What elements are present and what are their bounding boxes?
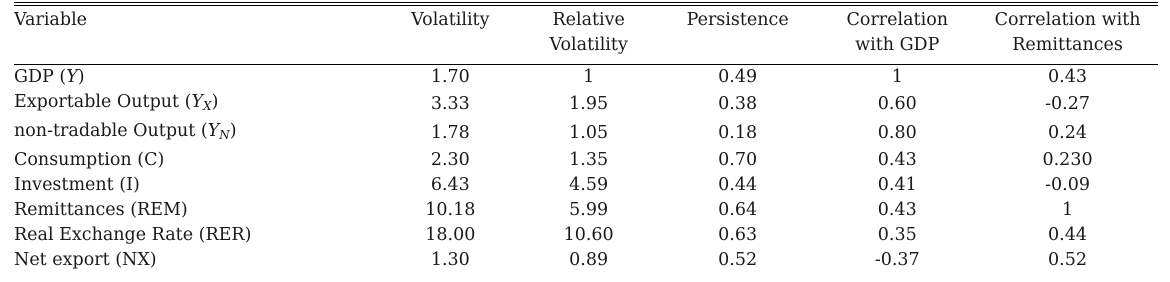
header-relative-volatility [519,6,657,64]
row-label [14,90,381,119]
table-row-remittances [14,198,1158,223]
header-relative-volatility-line1: Relative [552,10,625,30]
cell-correlation-gdp: 0.60 [877,94,917,114]
cell-correlation-remittances: 0.43 [1048,67,1088,87]
cell-volatility: 1.78 [430,123,470,143]
table-row-real-exchange-rate [14,223,1158,248]
header-variable [14,6,381,64]
row-label-text: non-tradable Output ( [14,121,208,141]
header-correlation-remittances-line2: Remittances [1012,35,1123,55]
cell-correlation-gdp: 0.43 [877,150,917,170]
cell-persistence: 0.38 [718,94,758,114]
header-correlation-gdp-line1: Correlation [846,10,948,30]
row-label [14,173,381,198]
row-label-text: GDP ( [14,67,67,87]
row-label-subscript: X [203,99,212,113]
cell-correlation-remittances: -0.09 [1045,175,1090,195]
cell-correlation-remittances: 0.52 [1048,250,1088,270]
row-label-text: Net export (NX) [14,250,157,270]
row-label-symbol: Y [207,121,220,141]
cell-relative-volatility: 1.35 [569,150,609,170]
cell-relative-volatility: 1 [583,67,595,87]
statistics-table-container [14,0,1158,273]
header-correlation-gdp-line2: with GDP [855,35,940,55]
cell-correlation-gdp: 0.80 [877,123,917,143]
cell-volatility: 10.18 [425,200,476,220]
cell-correlation-remittances: -0.27 [1045,94,1090,114]
row-label-close: ) [211,92,219,112]
top-rule [14,2,1158,3]
table-row-investment [14,173,1158,198]
cell-correlation-remittances: 0.44 [1048,225,1088,245]
row-label [14,119,381,148]
cell-relative-volatility: 5.99 [569,200,609,220]
cell-correlation-remittances: 0.24 [1048,123,1088,143]
row-label-text: Remittances (REM) [14,200,188,220]
cell-correlation-gdp: 0.43 [877,200,917,220]
row-label [14,223,381,248]
row-label [14,248,381,273]
header-volatility-line1: Volatility [411,10,490,30]
row-label [14,198,381,223]
cell-volatility: 18.00 [425,225,476,245]
header-correlation-remittances-line1: Correlation with [994,10,1141,30]
cell-relative-volatility: 1.05 [569,123,609,143]
cell-persistence: 0.70 [718,150,758,170]
row-label-close: ) [77,67,85,87]
cell-relative-volatility: 0.89 [569,250,609,270]
header-persistence-line1: Persistence [686,10,789,30]
table-row-net-export [14,248,1158,273]
statistics-table-body [14,65,1158,273]
cell-persistence: 0.64 [718,200,758,220]
cell-relative-volatility: 10.60 [563,225,614,245]
cell-volatility: 3.33 [430,94,470,114]
row-label-text: Exportable Output ( [14,92,192,112]
cell-volatility: 2.30 [430,150,470,170]
row-label-text: Consumption (C) [14,150,165,170]
row-label-symbol: Y [66,67,78,87]
cell-persistence: 0.18 [718,123,758,143]
cell-persistence: 0.52 [718,250,758,270]
row-label-subscript: N [219,128,230,142]
header-row [14,6,1158,64]
cell-correlation-gdp: 1 [891,67,903,87]
row-label-text: Real Exchange Rate (RER) [14,225,252,245]
cell-correlation-remittances: 0.230 [1042,150,1093,170]
row-label-symbol: Y [191,92,204,112]
row-label [14,148,381,173]
header-correlation-gdp [817,6,977,64]
header-volatility [381,6,519,64]
row-label-close: ) [229,121,237,141]
table-row-exportable-output [14,90,1158,119]
header-variable-line1: Variable [14,10,88,30]
table-row-gdp [14,65,1158,90]
row-label [14,65,381,90]
business-cycle-statistics-table [14,6,1158,64]
cell-correlation-gdp: 0.41 [877,175,917,195]
table-row-consumption [14,148,1158,173]
cell-correlation-gdp: -0.37 [874,250,920,270]
header-persistence [658,6,818,64]
cell-persistence: 0.44 [718,175,758,195]
cell-correlation-gdp: 0.35 [877,225,917,245]
cell-persistence: 0.63 [718,225,758,245]
cell-correlation-remittances: 1 [1061,200,1074,220]
row-label-text: Investment (I) [14,175,140,195]
cell-relative-volatility: 4.59 [569,175,609,195]
table-row-non-tradable-output [14,119,1158,148]
cell-relative-volatility: 1.95 [569,94,609,114]
header-relative-volatility-line2: Volatility [549,35,628,55]
cell-volatility: 6.43 [430,175,470,195]
cell-persistence: 0.49 [718,67,758,87]
header-correlation-remittances [977,6,1158,64]
cell-volatility: 1.30 [430,250,470,270]
cell-volatility: 1.70 [430,67,470,87]
